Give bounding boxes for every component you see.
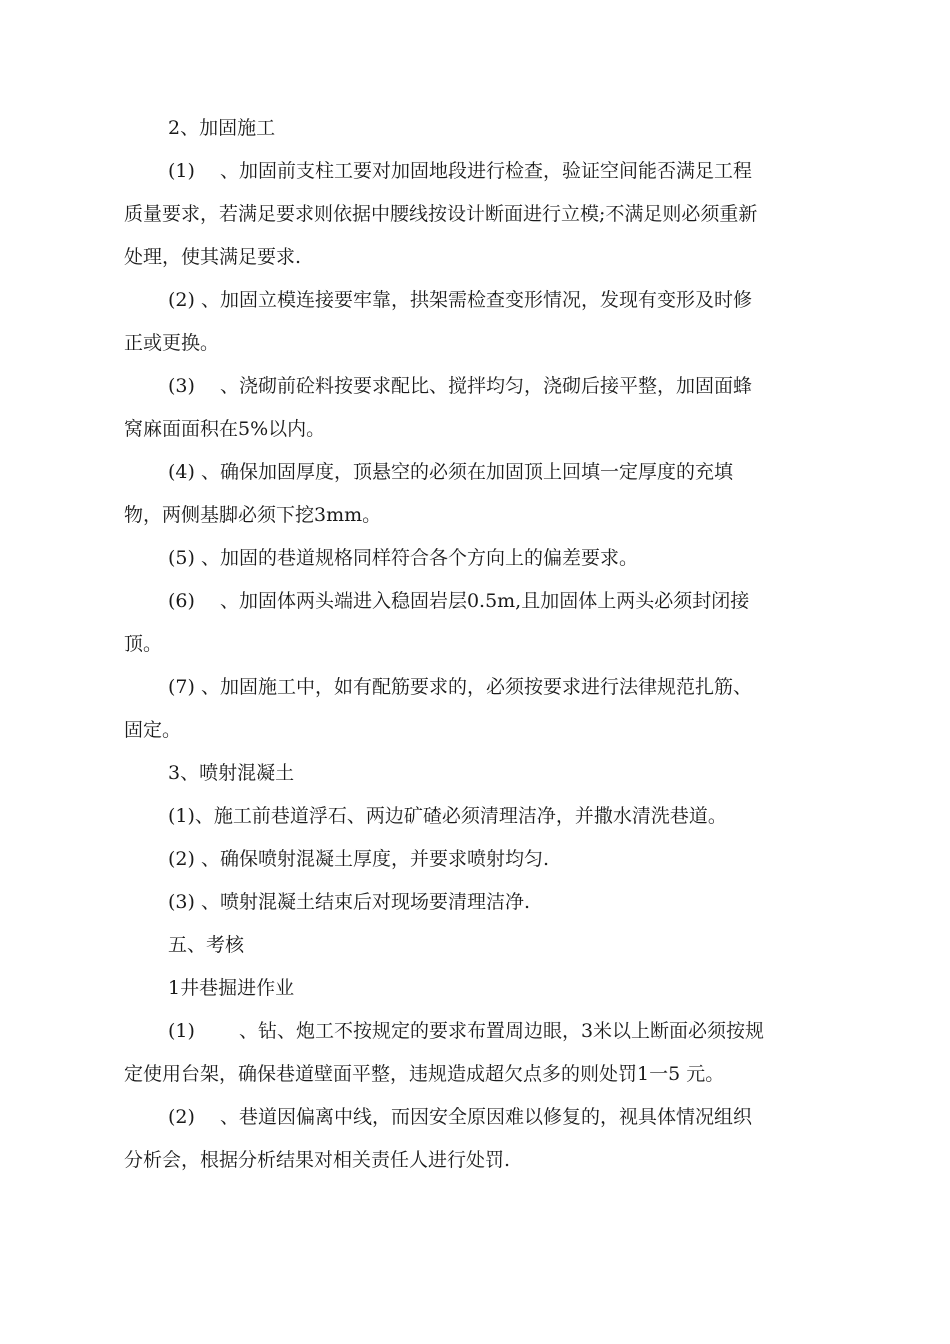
paragraph-line: 固定。	[124, 719, 182, 741]
paragraph-line: (5) 、加固的巷道规格同样符合各个方向上的偏差要求。	[168, 547, 638, 569]
section-heading-shotcrete: 3、喷射混凝土	[168, 762, 295, 784]
section-heading-reinforcement: 2、加固施工	[168, 117, 276, 139]
paragraph-line: 窝麻面面积在5%以内。	[124, 418, 326, 440]
paragraph-line: (1) 、加固前支柱工要对加固地段进行检查，验证空间能否满足工程	[168, 160, 752, 182]
paragraph-line: 质量要求，若满足要求则依据中腰线按设计断面进行立模;不满足则必须重新	[124, 203, 758, 225]
section-heading-assessment: 五、考核	[168, 934, 245, 956]
paragraph-line: (7) 、加固施工中，如有配筋要求的，必须按要求进行法律规范扎筋、	[168, 676, 752, 698]
paragraph-line: (1) 、钻、炮工不按规定的要求布置周边眼，3米以上断面必须按规	[168, 1020, 765, 1042]
subsection-heading-excavation: 1井巷掘进作业	[168, 977, 295, 999]
paragraph-line: (2) 、确保喷射混凝土厚度，并要求喷射均匀.	[168, 848, 549, 870]
paragraph-line: (6) 、加固体两头端进入稳固岩层0.5m,且加固体上两头必须封闭接	[168, 590, 750, 612]
paragraph-line: (2) 、加固立模连接要牢靠，拱架需检查变形情况，发现有变形及时修	[168, 289, 752, 311]
paragraph-line: 正或更换。	[124, 332, 220, 354]
paragraph-line: 处理，使其满足要求.	[124, 246, 302, 268]
paragraph-line: 分析会，根据分析结果对相关责任人进行处罚.	[124, 1149, 511, 1171]
paragraph-line: (2) 、巷道因偏离中线，而因安全原因难以修复的，视具体情况组织	[168, 1106, 752, 1128]
paragraph-line: 物，两侧基脚必须下挖3mm。	[124, 504, 382, 526]
paragraph-line: (3) 、喷射混凝土结束后对现场要清理洁净.	[168, 891, 530, 913]
paragraph-line: (3) 、浇砌前砼料按要求配比、搅拌均匀，浇砌后接平整，加固面蜂	[168, 375, 752, 397]
paragraph-line: 顶。	[124, 633, 163, 655]
paragraph-line: 定使用台架，确保巷道壁面平整，违规造成超欠点多的则处罚1一5 元。	[124, 1063, 725, 1085]
paragraph-line: (4) 、确保加固厚度，顶悬空的必须在加固顶上回填一定厚度的充填	[168, 461, 733, 483]
paragraph-line: (1)、施工前巷道浮石、两边矿碴必须清理洁净，并撒水清洗巷道。	[168, 805, 727, 827]
